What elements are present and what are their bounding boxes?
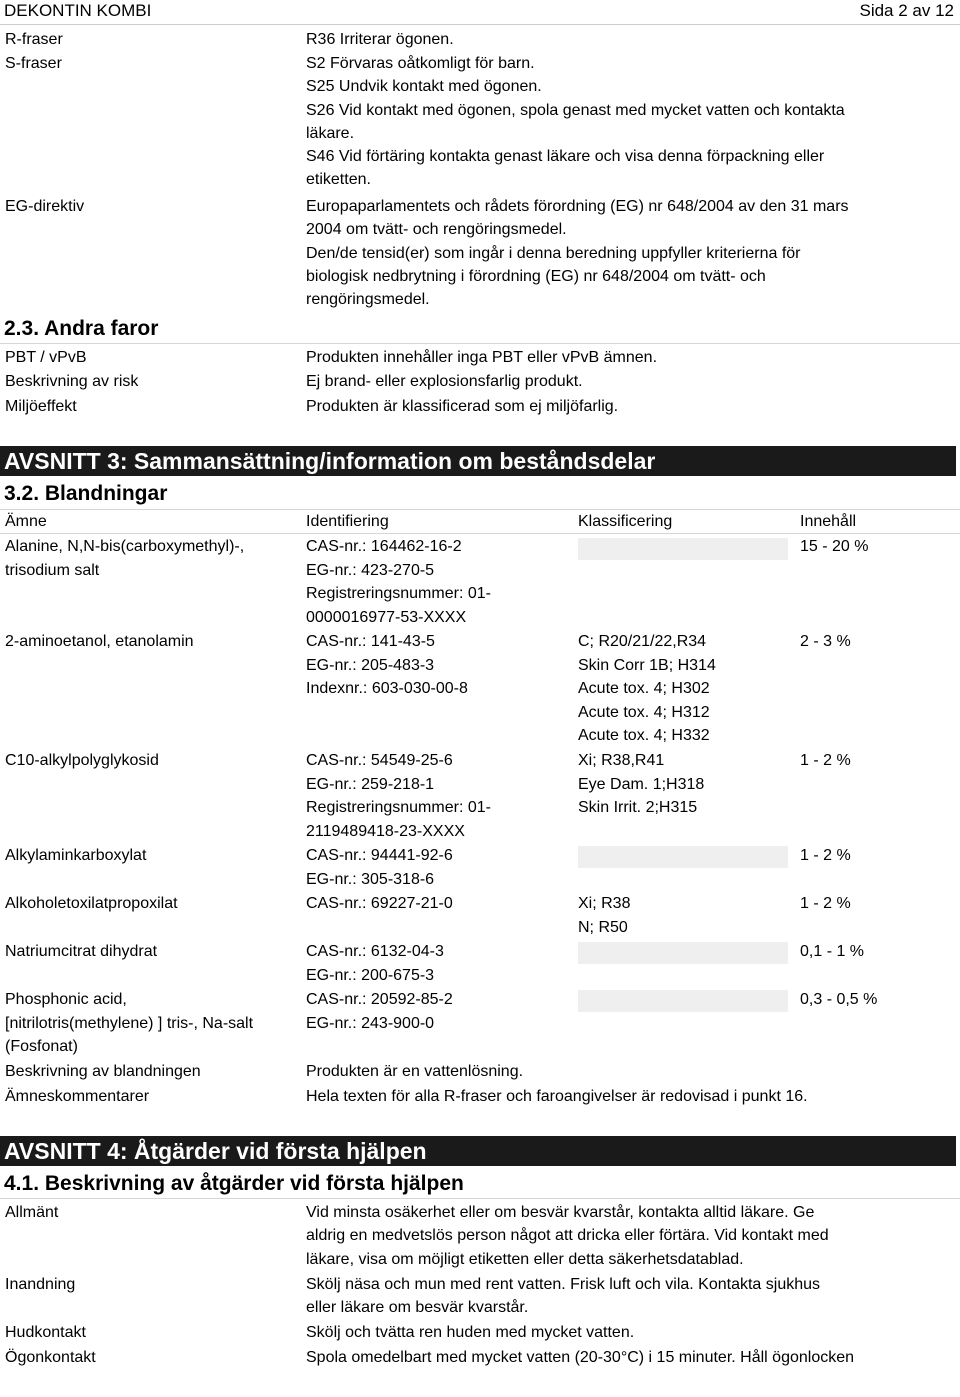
row-value: Ej brand- eller explosionsfarlig produkt.: [306, 373, 583, 390]
substance-class: [578, 630, 793, 748]
substance-content: 1 - 2 %: [800, 847, 851, 864]
text-line: Vid minsta osäkerhet eller om besvär kvarstår, kontakta alltid läkare. Ge: [306, 1204, 815, 1221]
row-label: Hudkontakt: [5, 1324, 86, 1341]
substance-content: 0,1 - 1 %: [800, 943, 865, 960]
section-3-2-heading: 3.2. Blandningar: [4, 482, 168, 505]
empty-classification-cell: [578, 942, 788, 964]
row-value: Produkten innehåller inga PBT eller vPvB ämnen.: [306, 349, 658, 366]
page-number: Sida 2 av 12: [859, 1, 954, 20]
empty-classification-cell: [578, 846, 788, 868]
substance-content: 1 - 2 %: [800, 895, 851, 912]
substance-ident: [306, 940, 571, 987]
substance-name: [5, 535, 295, 582]
page-header: [0, 0, 960, 25]
text-line: Natriumcitrat dihydrat: [5, 943, 158, 960]
text-line: (Fosfonat): [5, 1038, 78, 1055]
text-line: 2119489418-23-XXXX: [306, 822, 465, 840]
row-label: PBT / vPvB: [5, 349, 87, 366]
text-line: N; R50: [578, 918, 628, 936]
row-value: [306, 1346, 946, 1369]
column-header-substance: Ämne: [5, 513, 47, 530]
text-line: etiketten.: [306, 171, 371, 189]
row-label: Beskrivning av blandningen: [5, 1063, 201, 1080]
text-line: aldrig en medvetslös person något att dricka eller förtära. Vid kontakt med: [306, 1227, 829, 1245]
text-line: läkare.: [306, 124, 355, 142]
text-line: Registreringsnummer: 01-: [306, 585, 491, 602]
text-line: Skölj och tvätta ren huden med mycket vatten.: [306, 1324, 635, 1341]
divider: [0, 533, 960, 534]
row-label: Miljöeffekt: [5, 398, 77, 415]
row-value: [306, 1321, 946, 1344]
substance-ident: [306, 630, 571, 701]
text-line: EG-nr.: 305-318-6: [306, 870, 435, 888]
text-line: Den/de tensid(er) som ingår i denna beredning uppfyller kriterierna för: [306, 244, 801, 262]
row-value: Produkten är klassificerad som ej miljöfarlig.: [306, 398, 619, 415]
text-line: CAS-nr.: 6132-04-3: [306, 943, 444, 960]
substance-name: [5, 988, 295, 1059]
substance-name: [5, 844, 295, 868]
row-label: Inandning: [5, 1276, 76, 1293]
text-line: Xi; R38: [578, 895, 631, 912]
row-value: [306, 1273, 946, 1320]
text-line: C; R20/21/22,R34: [578, 633, 707, 650]
text-line: [nitrilotris(methylene) ] tris-, Na-salt: [5, 1014, 254, 1032]
row-value: Hela texten för alla R-fraser och faroangivelser är redovisad i punkt 16.: [306, 1088, 808, 1105]
text-line: Phosphonic acid,: [5, 991, 127, 1008]
text-line: CAS-nr.: 54549-25-6: [306, 752, 453, 769]
text-line: CAS-nr.: 69227-21-0: [306, 895, 453, 912]
substance-ident: [306, 892, 571, 916]
column-header-identification: Identifiering: [306, 513, 389, 530]
column-header-content: Innehåll: [800, 513, 857, 530]
substance-content: 0,3 - 0,5 %: [800, 991, 878, 1008]
text-line: C10-alkylpolyglykosid: [5, 752, 159, 769]
text-line: CAS-nr.: 20592-85-2: [306, 991, 453, 1008]
substance-name: [5, 630, 295, 654]
substance-ident: [306, 749, 571, 843]
empty-classification-cell: [578, 538, 788, 560]
text-line: Acute tox. 4; H312: [578, 703, 710, 721]
substance-name: [5, 892, 295, 916]
text-line: Spola omedelbart med mycket vatten (20-30°C) i 15 minuter. Håll ögonlocken: [306, 1349, 855, 1366]
text-line: Registreringsnummer: 01-: [306, 799, 491, 816]
text-line: Skin Corr 1B; H314: [578, 656, 716, 674]
substance-content: 15 - 20 %: [800, 538, 869, 555]
text-line: CAS-nr.: 94441-92-6: [306, 847, 453, 864]
text-line: EG-nr.: 200-675-3: [306, 966, 435, 984]
text-line: Alanine, N,N-bis(carboxymethyl)-,: [5, 538, 245, 555]
text-line: Eye Dam. 1;H318: [578, 775, 705, 793]
text-line: 2004 om tvätt- och rengöringsmedel.: [306, 221, 567, 239]
text-line: S26 Vid kontakt med ögonen, spola genast med mycket vatten och kontakta: [306, 101, 845, 119]
substance-ident: [306, 844, 571, 891]
substance-content: 2 - 3 %: [800, 633, 851, 650]
document-title: DEKONTIN KOMBI: [4, 1, 152, 20]
text-line: Acute tox. 4; H332: [578, 727, 710, 744]
substance-ident: [306, 988, 571, 1035]
substance-ident: [306, 535, 571, 629]
text-line: Acute tox. 4; H302: [578, 680, 710, 697]
text-line: eller läkare om besvär kvarstår.: [306, 1299, 529, 1317]
row-label: R-fraser: [5, 31, 63, 48]
row-label: EG-direktiv: [5, 198, 85, 215]
text-line: EG-nr.: 423-270-5: [306, 561, 435, 579]
text-line: 2-aminoetanol, etanolamin: [5, 633, 194, 650]
row-value: [306, 28, 946, 51]
text-line: EG-nr.: 259-218-1: [306, 775, 435, 793]
text-line: läkare, visa om möjligt etiketten eller detta säkerhetsdatablad.: [306, 1250, 744, 1268]
section-3-band: AVSNITT 3: Sammansättning/information om beståndsdelar: [0, 446, 956, 476]
text-line: Skölj näsa och mun med rent vatten. Frisk luft och vila. Kontakta sjukhus: [306, 1276, 821, 1293]
divider: [0, 343, 960, 344]
section-4-1-heading: 4.1. Beskrivning av åtgärder vid första hjälpen: [4, 1172, 464, 1195]
section-4-band: AVSNITT 4: Åtgärder vid första hjälpen: [0, 1136, 956, 1166]
substance-class: [578, 892, 793, 939]
text-line: S46 Vid förtäring kontakta genast läkare och visa denna förpackning eller: [306, 148, 825, 166]
text-line: rengöringsmedel.: [306, 291, 430, 309]
text-line: S25 Undvik kontakt med ögonen.: [306, 78, 542, 96]
substance-name: [5, 749, 295, 773]
substance-class: [578, 749, 793, 820]
column-header-classification: Klassificering: [578, 513, 673, 530]
row-value: [306, 1201, 946, 1271]
row-value: Produkten är en vattenlösning.: [306, 1063, 524, 1080]
text-line: EG-nr.: 205-483-3: [306, 656, 435, 674]
row-label: Ögonkontakt: [5, 1349, 96, 1366]
empty-classification-cell: [578, 990, 788, 1012]
text-line: Skin Irrit. 2;H315: [578, 799, 698, 816]
text-line: biologisk nedbrytning i förordning (EG) nr 648/2004 om tvätt- och: [306, 267, 766, 285]
section-2-3-heading: 2.3. Andra faror: [4, 317, 159, 340]
text-line: Alkylaminkarboxylat: [5, 847, 147, 864]
row-label: Ämneskommentarer: [5, 1088, 150, 1105]
substance-content: 1 - 2 %: [800, 752, 851, 769]
text-line: Alkoholetoxilatpropoxilat: [5, 895, 178, 912]
row-value: [306, 195, 946, 311]
text-line: CAS-nr.: 141-43-5: [306, 633, 435, 650]
text-line: R36 Irriterar ögonen.: [306, 31, 454, 48]
text-line: Europaparlamentets och rådets förordning (EG) nr 648/2004 av den 31 mars: [306, 198, 849, 215]
row-label: Allmänt: [5, 1204, 59, 1221]
text-line: CAS-nr.: 164462-16-2: [306, 538, 462, 555]
text-line: EG-nr.: 243-900-0: [306, 1014, 435, 1032]
text-line: 0000016977-53-XXXX: [306, 608, 467, 626]
text-line: Xi; R38,R41: [578, 752, 665, 769]
text-line: Indexnr.: 603-030-00-8: [306, 680, 468, 697]
substance-name: [5, 940, 295, 964]
text-line: S2 Förvaras oåtkomligt för barn.: [306, 55, 535, 72]
text-line: trisodium salt: [5, 561, 100, 579]
row-label: S-fraser: [5, 55, 62, 72]
divider: [0, 1198, 960, 1199]
row-label: Beskrivning av risk: [5, 373, 139, 390]
row-value: [306, 52, 946, 192]
